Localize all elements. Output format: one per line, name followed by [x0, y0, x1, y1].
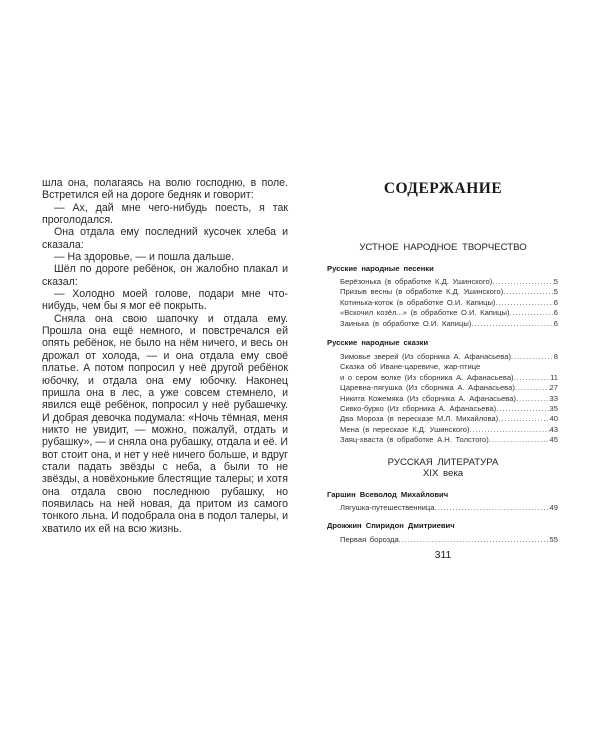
toc-entry[interactable]: Никита Кожемяка (Из сборника А. Афанасьева) . . . 33: [340, 394, 558, 404]
section-entries: [340, 277, 558, 329]
section-heading: Русские народные сказки: [327, 338, 429, 347]
paragraph: — На здоровье, — и пошла дальше.: [54, 251, 235, 264]
part-title: УСТНОЕ НАРОДНОЕ ТВОРЧЕСТВО: [359, 242, 527, 253]
paragraph: шла она, полагаясь на волю господню, в поле. Встретился ей на дороге бедняк и говорит:: [42, 177, 288, 202]
author-entries: [340, 503, 558, 513]
section-entries: [340, 352, 558, 446]
page-number: 311: [434, 549, 452, 561]
paragraph: Сняла она свою шапочку и отдала ему. Прошла она ещё немного, и повстречался ей опять ребёнок, не было на нём ничего, и весь он дрожал от холода, — и она отдала ему своё платье. А потом попросил у неё другой ребёнок юбочку, и отдала она ему юбочку. Наконец пришла она в лес, а уже совсем стемнело, и явился ещё ребёнок, попросил у неё рубашечку. И добрая девочка подумала: «Ночь тёмная, меня никто не увидит, — можно, пожалуй, отдать и рубашку», — и сняла она рубашку, отдала и её. И вот стоит она, и нет у неё ничего больше, и вдруг стали падать звёзды с неба, а были то не звёзды, а новёхонькие блестящие талеры; и хотя она отдала свою последнюю рубашку, но появилась на ней новая, да притом из самого тонкого льна. И подобрала она в подол талеры, и хватило их ей на всю жизнь.: [42, 312, 288, 535]
toc-entry[interactable]: Два Мороза (в пересказе М.Л. Михайлова) . . . 40: [340, 414, 558, 424]
section-heading: Русские народные песенки: [327, 264, 434, 273]
part-title: РУССКАЯ ЛИТЕРАТУРА: [387, 457, 499, 468]
toc-entry[interactable]: Царевна-лягушка (Из сборника А. Афанасьева) . . . 27: [340, 383, 558, 393]
author-heading: Гаршин Всеволод Михайлович: [327, 490, 449, 499]
toc-entry[interactable]: Лягушка-путешественница . . . 49: [340, 503, 558, 513]
toc-entry[interactable]: Первая борозда . . . 55: [340, 535, 558, 545]
toc-entry[interactable]: Заинька (в обработке О.И. Капицы) . . . 6: [340, 319, 558, 329]
toc-entry[interactable]: Сказка об Иване-царевиче, жар-птице: [340, 362, 481, 372]
paragraph: Она отдала ему последний кусочек хлеба и сказала:: [42, 226, 288, 251]
toc-entry[interactable]: Берёзонька (в обработке К.Д. Ушинского) . . . 5: [340, 277, 558, 287]
toc-entry[interactable]: Заяц-хваста (в обработке А.Н. Толстого) . . . 45: [340, 435, 558, 445]
toc-entry[interactable]: Призыв весны (в обработке К.Д. Ушинского) . . . 5: [340, 287, 558, 297]
left-page-text: [42, 177, 288, 535]
part-subtitle: XIX века: [422, 468, 464, 479]
paragraph: — Холодно моей голове, подари мне что-нибудь, чем бы я мог её покрыть.: [42, 288, 288, 313]
toc-entry[interactable]: Сивко-бурко (Из сборника А. Афанасьева) . . . 35: [340, 404, 558, 414]
paragraph: Шёл по дороге ребёнок, он жалобно плакал и сказал:: [42, 263, 288, 288]
toc-title: СОДЕРЖАНИЕ: [383, 180, 503, 197]
author-entries: [340, 535, 558, 545]
toc-entry[interactable]: Котинька-коток (в обработке О.И. Капицы) . . . 6: [340, 298, 558, 308]
toc-entry[interactable]: Зимовье зверей (Из сборника А. Афанасьева) . . . 8: [340, 352, 558, 362]
toc-entry[interactable]: «Вскочил козёл...» (в обработке О.И. Капицы) . . . 6: [340, 308, 558, 318]
toc-entry[interactable]: Мена (в пересказе К.Д. Ушинского) . . . 43: [340, 425, 558, 435]
toc-entry[interactable]: и о сером волке (Из сборника А. Афанасьева) . . . 11: [340, 373, 558, 383]
paragraph: — Ах, дай мне чего-нибудь поесть, я так проголодался.: [42, 201, 288, 227]
author-heading: Дрожжин Спиридон Дмитриевич: [327, 521, 455, 530]
